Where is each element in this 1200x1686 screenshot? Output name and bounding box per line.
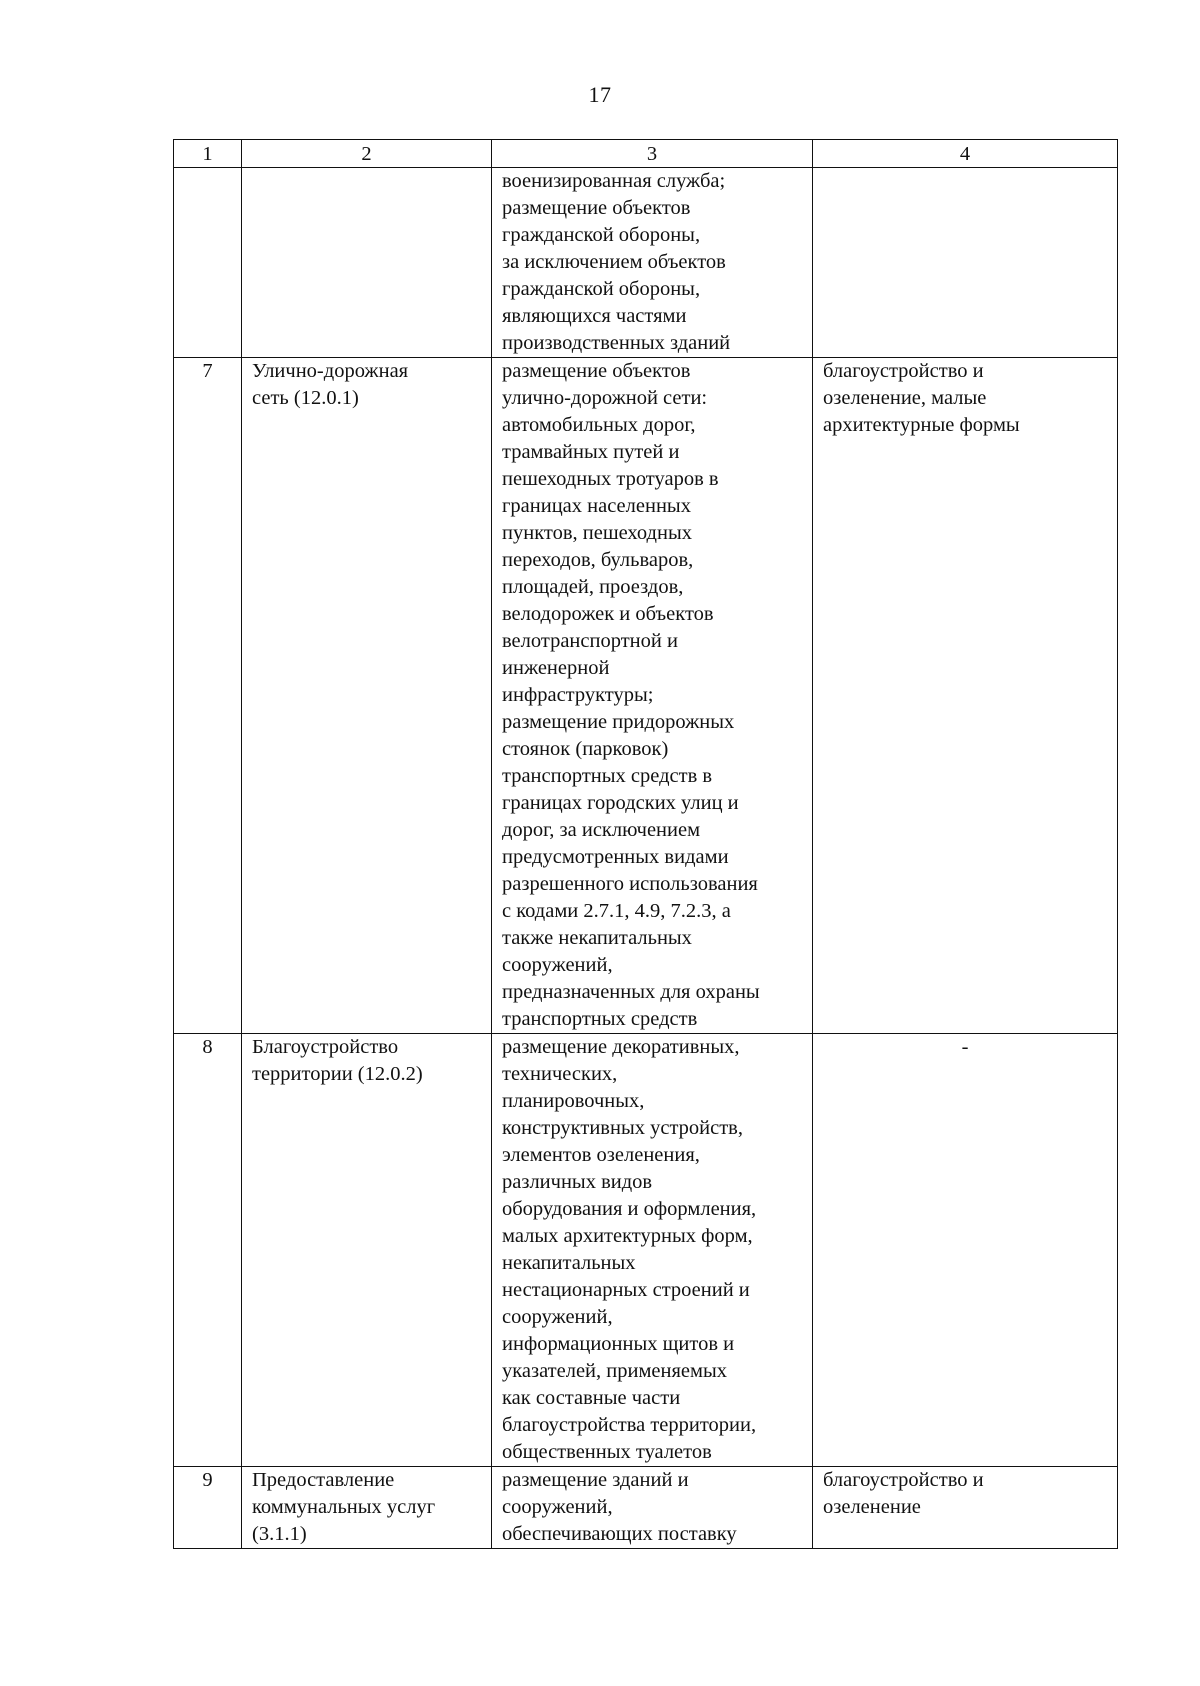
row-description: размещение зданий и сооружений, обеспечивающих поставку [492, 1467, 813, 1549]
header-cell-3: 3 [492, 140, 813, 168]
row-extra: благоустройство и озеленение [813, 1467, 1118, 1549]
land-use-table [173, 139, 1118, 1549]
header-cell-2: 2 [242, 140, 492, 168]
table-row [174, 168, 1118, 358]
row-name: Улично-дорожная сеть (12.0.1) [242, 358, 492, 1034]
table-row [174, 358, 1118, 1034]
row-extra: благоустройство и озеленение, малые архитектурные формы [813, 358, 1118, 1034]
row-number: 8 [174, 1034, 242, 1467]
row-number: 9 [174, 1467, 242, 1549]
row-name [242, 168, 492, 358]
row-number [174, 168, 242, 358]
table-header-row [174, 140, 1118, 168]
row-description: военизированная служба; размещение объектов гражданской обороны, за исключением объектов гражданской обороны, являющихся частями производственных зданий [492, 168, 813, 358]
row-name: Предоставление коммунальных услуг (3.1.1) [242, 1467, 492, 1549]
table-row [174, 1034, 1118, 1467]
row-name: Благоустройство территории (12.0.2) [242, 1034, 492, 1467]
row-number: 7 [174, 358, 242, 1034]
row-extra [813, 168, 1118, 358]
header-cell-1: 1 [174, 140, 242, 168]
header-cell-4: 4 [813, 140, 1118, 168]
table-row [174, 1467, 1118, 1549]
page-number: 17 [588, 82, 612, 107]
row-description: размещение объектов улично-дорожной сети: автомобильных дорог, трамвайных путей и пешеходных тротуаров в границах населенных пунктов, пешеходных переходов, бульваров, площадей, проездов, велодорожек и объектов велотранспортной и инженерной инфраструктуры; размещение придорожных стоянок (парковок) транспортных средств в границах городских улиц и дорог, за исключением предусмотренных видами разрешенного использования с кодами 2.7.1, 4.9, 7.2.3, а также некапитальных сооружений, предназначенных для охраны транспортных средств [492, 358, 813, 1034]
row-extra: - [813, 1034, 1118, 1467]
row-description: размещение декоративных, технических, планировочных, конструктивных устройств, элементов озеленения, различных видов оборудования и оформления, малых архитектурных форм, некапитальных нестационарных строений и сооружений, информационных щитов и указателей, применяемых как составные части благоустройства территории, общественных туалетов [492, 1034, 813, 1467]
